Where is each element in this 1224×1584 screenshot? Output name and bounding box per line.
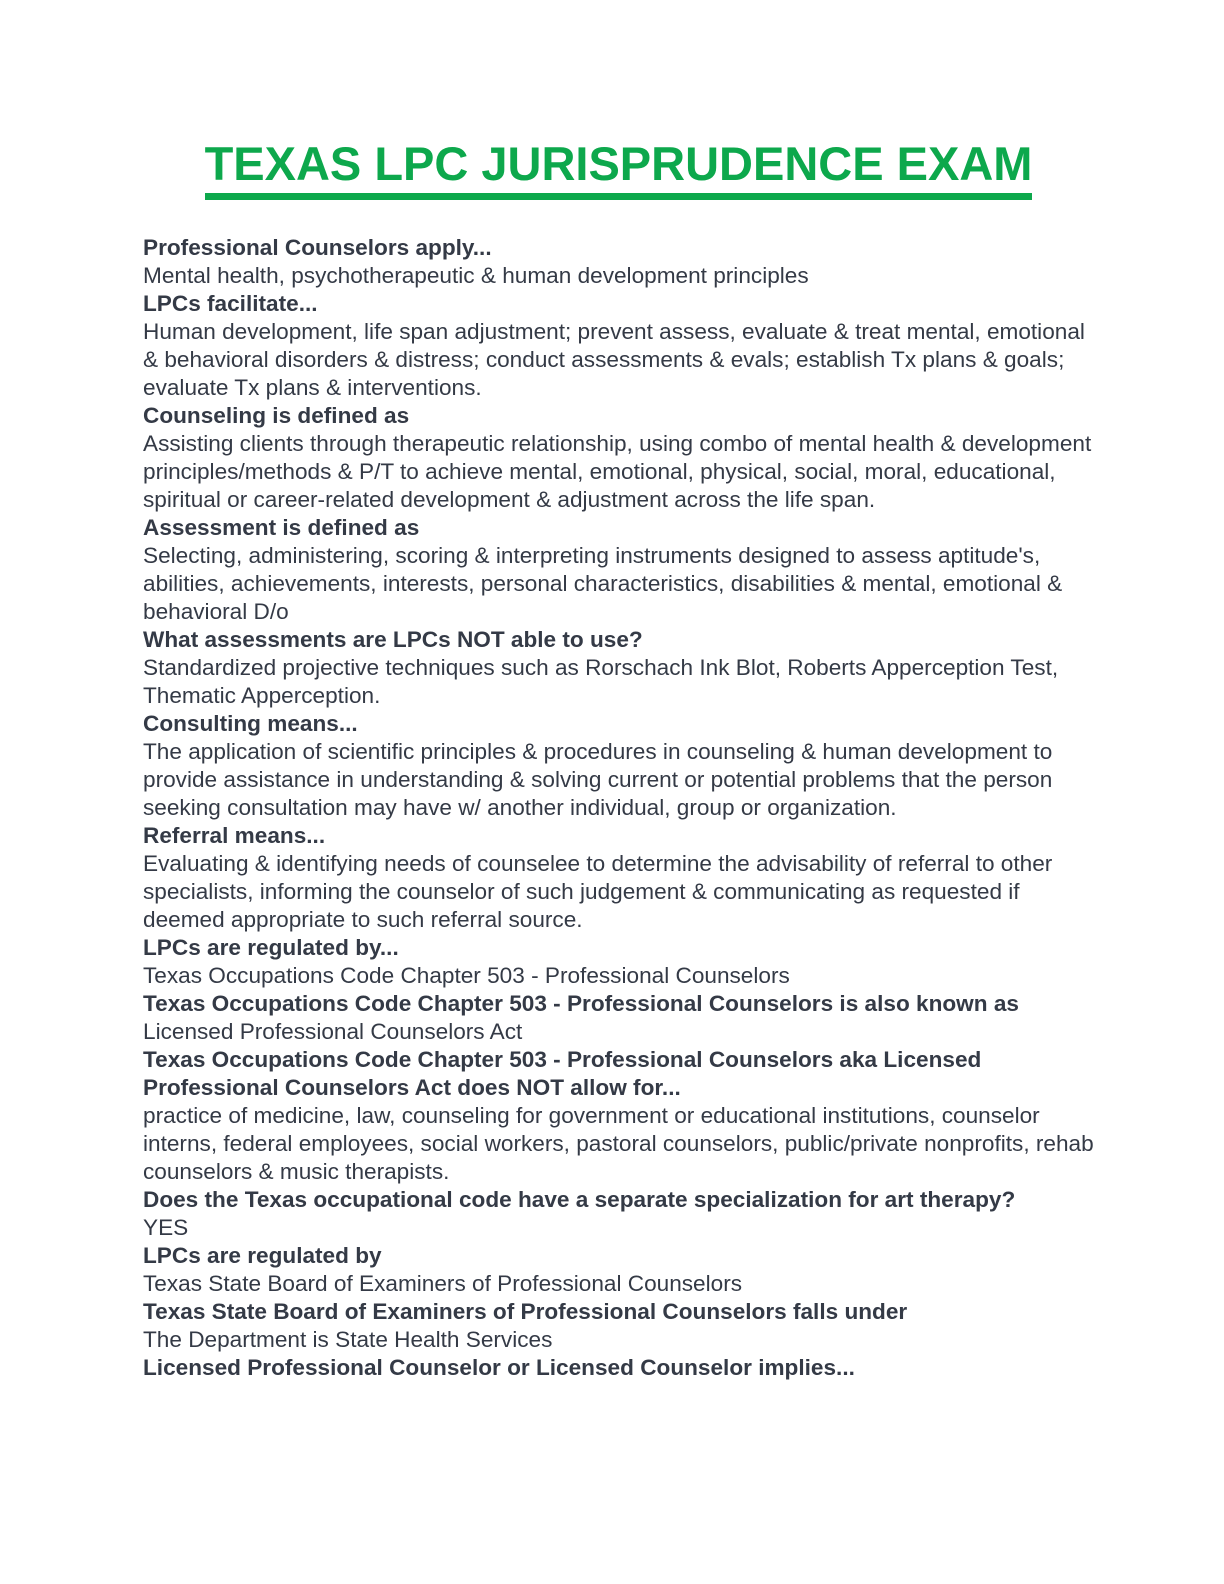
answer-line: Licensed Professional Counselors Act — [143, 1018, 523, 1044]
question-line: Referral means... — [143, 822, 326, 848]
question-line: Counseling is defined as — [143, 402, 410, 428]
qa-list — [143, 234, 1094, 1382]
question-line: Professional Counselors apply... — [143, 234, 492, 260]
answer-line: Assisting clients through therapeutic relationship, using combo of mental health & development principles/methods & P/T to achieve mental, emotional, physical, social, moral, educational, spiritual or career-related development & adjustment across the life span. — [143, 430, 1092, 512]
question-line: Texas State Board of Examiners of Professional Counselors falls under — [143, 1298, 908, 1324]
question-line: Texas Occupations Code Chapter 503 - Professional Counselors is also known as — [143, 990, 1019, 1016]
page-title-text: TEXAS LPC JURISPRUDENCE EXAM — [205, 138, 1033, 200]
question-line: What assessments are LPCs NOT able to use? — [143, 626, 643, 652]
answer-line: Human development, life span adjustment; prevent assess, evaluate & treat mental, emotional & behavioral disorders & distress; conduct assessments & evals; establish Tx plans & goals; evaluate Tx plans & interventions. — [143, 318, 1085, 400]
question-line: Licensed Professional Counselor or Licensed Counselor implies... — [143, 1354, 855, 1380]
answer-line: YES — [143, 1214, 189, 1240]
question-line: Consulting means... — [143, 710, 358, 736]
question-line: LPCs facilitate... — [143, 290, 318, 316]
answer-line: Mental health, psychotherapeutic & human development principles — [143, 262, 809, 288]
answer-line: The application of scientific principles & procedures in counseling & human development to provide assistance in understanding & solving current or potential problems that the person seeking consultation may have w/ another individual, group or organization. — [143, 738, 1053, 820]
answer-line: practice of medicine, law, counseling for government or educational institutions, counselor interns, federal employees, social workers, pastoral counselors, public/private nonprofits, rehab counselors & music therapists. — [143, 1102, 1094, 1184]
page-title — [143, 138, 1094, 200]
answer-line: Texas State Board of Examiners of Professional Counselors — [143, 1270, 743, 1296]
question-line: Assessment is defined as — [143, 514, 420, 540]
question-line: LPCs are regulated by... — [143, 934, 399, 960]
question-line: Does the Texas occupational code have a separate specialization for art therapy? — [143, 1186, 1016, 1212]
answer-line: Standardized projective techniques such as Rorschach Ink Blot, Roberts Apperception Test, Thematic Apperception. — [143, 654, 1059, 708]
question-line: LPCs are regulated by — [143, 1242, 382, 1268]
answer-line: Texas Occupations Code Chapter 503 - Professional Counselors — [143, 962, 790, 988]
answer-line: Evaluating & identifying needs of counselee to determine the advisability of referral to other specialists, informing the counselor of such judgement & communicating as requested if deemed appropriate to such referral source. — [143, 850, 1053, 932]
answer-line: The Department is State Health Services — [143, 1326, 553, 1352]
answer-line: Selecting, administering, scoring & interpreting instruments designed to assess aptitude's, abilities, achievements, interests, personal characteristics, disabilities & mental, emotional & behavioral D/o — [143, 542, 1063, 624]
question-line: Texas Occupations Code Chapter 503 - Professional Counselors aka Licensed Professional Counselors Act does NOT allow for... — [143, 1046, 982, 1100]
